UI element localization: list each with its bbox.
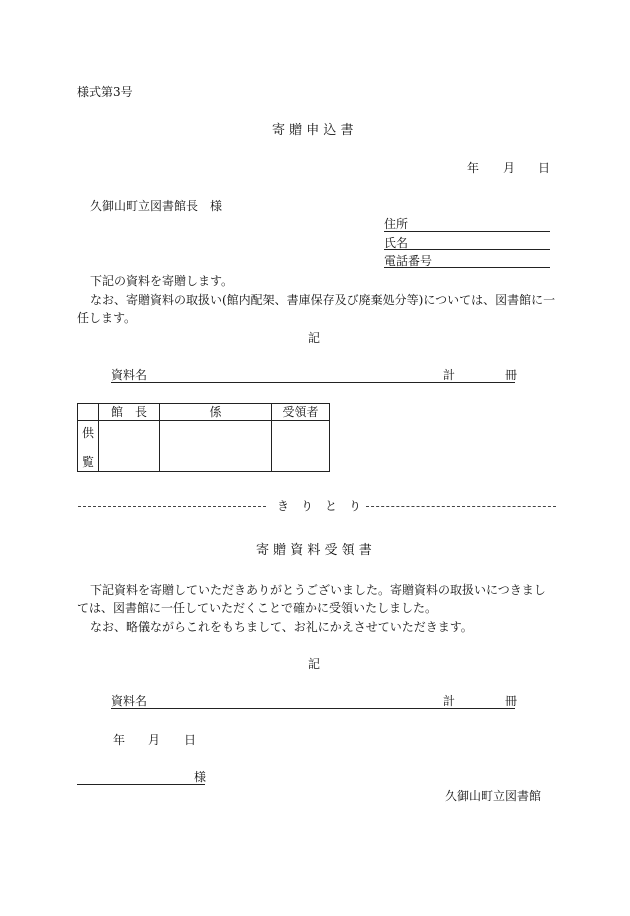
approval-side-cell	[78, 421, 99, 472]
approval-side-bottom: 覧	[81, 455, 94, 469]
approval-stamp-receiver[interactable]	[272, 421, 330, 472]
name-field-label: 氏名	[384, 236, 409, 250]
approval-header-receiver: 受領者	[272, 404, 330, 421]
receipt-date-month: 月	[148, 733, 161, 747]
name-field-line[interactable]	[384, 249, 550, 250]
approval-header-staff: 係	[160, 404, 272, 421]
recipient-name-line[interactable]	[77, 784, 205, 785]
receipt-count-unit: 冊	[505, 694, 518, 708]
phone-field-label: 電話番号	[384, 254, 433, 268]
approval-stamp-staff[interactable]	[160, 421, 272, 472]
application-date-year: 年	[467, 161, 480, 175]
cut-line-left	[78, 506, 266, 507]
cut-line-label: き り と り	[277, 499, 362, 513]
application-material-label: 資料名	[111, 368, 148, 382]
receipt-title: 寄 贈 資 料 受 領 書	[256, 543, 372, 558]
approval-header-director: 館 長	[99, 404, 160, 421]
receipt-body-line1: 下記資料を寄贈していただきありがとうございました。寄贈資料の取扱いにつきましては、図書館に一任していただくことで確かに受領いたしました。	[77, 583, 546, 615]
receipt-date-day: 日	[184, 733, 197, 747]
receipt-count-label: 計	[443, 694, 456, 708]
receipt-date-year: 年	[113, 733, 126, 747]
application-ki: 記	[308, 331, 321, 345]
application-title: 寄 贈 申 込 書	[272, 123, 354, 138]
address-field-label: 住所	[384, 217, 409, 231]
receipt-body-line2: なお、略儀ながらこれをもちまして、お礼にかえさせていただきます。	[90, 620, 473, 634]
application-body-line2: なお、寄贈資料の取扱い(館内配架、書庫保存及び廃棄処分等)については、図書館に一任します。	[77, 293, 556, 325]
application-date-month: 月	[503, 161, 516, 175]
form-number: 様式第3号	[77, 85, 133, 99]
approval-corner-cell	[78, 404, 99, 421]
receipt-issuer: 久御山町立図書館	[445, 789, 542, 803]
receipt-material-label: 資料名	[111, 694, 148, 708]
cut-line-right	[366, 506, 556, 507]
application-date-day: 日	[538, 161, 551, 175]
addressee: 久御山町立図書館長 様	[90, 199, 223, 213]
approval-table	[77, 403, 330, 472]
address-field-line[interactable]	[384, 231, 550, 232]
approval-stamp-director[interactable]	[99, 421, 160, 472]
application-count-unit: 冊	[505, 368, 518, 382]
phone-field-line[interactable]	[384, 267, 550, 268]
application-count-label: 計	[443, 368, 456, 382]
approval-side-top: 供	[81, 426, 94, 440]
receipt-ki: 記	[308, 657, 321, 671]
application-body-line1: 下記の資料を寄贈します。	[90, 274, 234, 288]
recipient-suffix: 様	[194, 770, 207, 784]
